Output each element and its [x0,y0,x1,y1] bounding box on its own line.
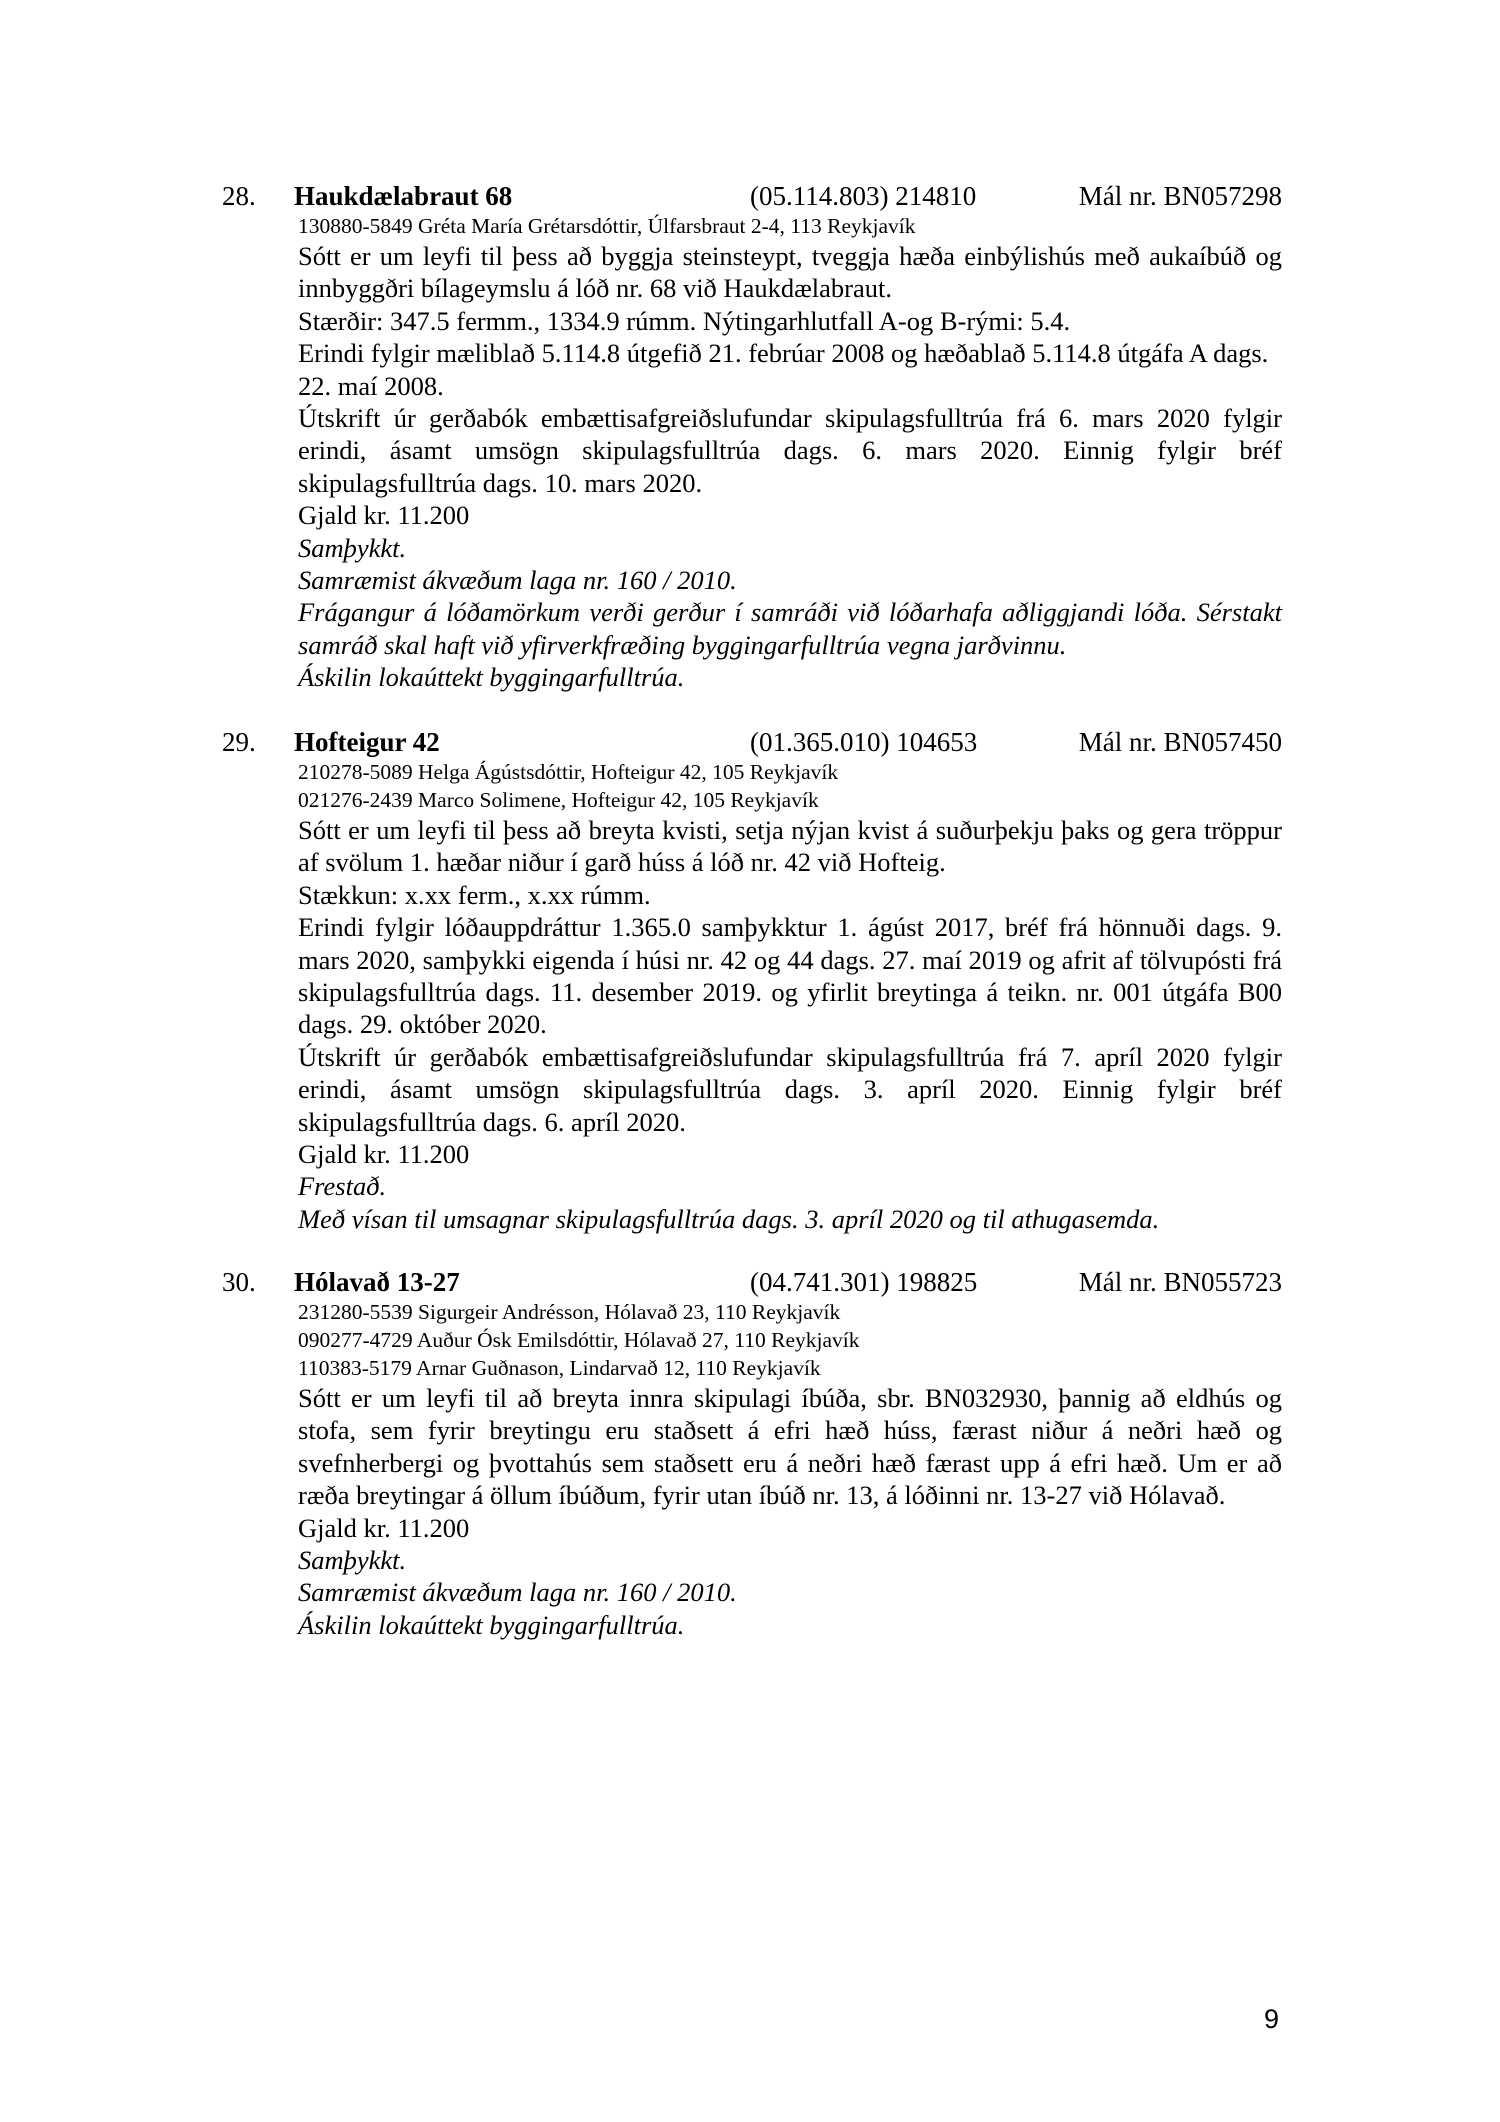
case-header [222,726,1282,758]
final-note: Áskilin lokaúttekt byggingarfulltrúa. [298,1609,685,1640]
case-number-ref: Mál nr. BN057298 [1078,181,1282,211]
meeting-minutes: Útskrift úr gerðabók embættisafgreiðslufundar skipulagsfulltrúa frá 6. mars 2020 fylgir erindi, ásamt umsögn skipulagsfulltrúa dags. 6. mars 2020. Einnig fylgir bréf skipulagsfulltrúa dags. 10. mars 2020. [298,403,1282,498]
final-note: Áskilin lokaúttekt byggingarfulltrúa. [298,662,685,693]
case-30 [222,1266,1282,1641]
description: Sótt er um leyfi til að breyta innra skipulagi íbúða, sbr. BN032930, þannig að eldhús og stofa, sem fyrir breytingu eru staðsett á efri hæð húss, færast niður á neðri hæð og svefnherbergi og þvottahús sem staðsett eru á neðri hæð færast upp á efri hæð. Um er að ræða breytingar á öllum íbúðum, fyrir utan íbúð nr. 13, á lóðinni nr. 13-27 við Hólavað. [298,1383,1282,1511]
applicant: 090277-4729 Auður Ósk Emilsdóttir, Hólavað 27, 110 Reykjavík [298,1328,860,1352]
case-number: 30. [222,1267,256,1297]
description: Sótt er um leyfi til þess að breyta kvisti, setja nýjan kvist á suðurþekju þaks og gera tröppur af svölum 1. hæðar niður í garð húss á lóð nr. 42 við Hofteig. [298,815,1282,878]
applicant: 110383-5179 Arnar Guðnason, Lindarvað 12, 110 Reykjavík [298,1356,821,1380]
fee: Gjald kr. 11.200 [298,1512,470,1543]
applicant: 210278-5089 Helga Ágústsdóttir, Hofteigur 42, 105 Reykjavík [298,760,839,784]
decision-reason: Með vísan til umsagnar skipulagsfulltrúa dags. 3. apríl 2020 og til athugasemda. [298,1203,1160,1234]
fee: Gjald kr. 11.200 [298,1139,470,1170]
decision: Samþykkt. [298,1545,407,1576]
description: Sótt er um leyfi til þess að byggja steinsteypt, tveggja hæða einbýlishús með aukaíbúð og innbyggðri bílageymslu á lóð nr. 68 við Haukdælabraut. [298,241,1282,304]
case-28 [222,180,1282,694]
law-note: Samræmist ákvæðum laga nr. 160 / 2010. [298,1577,737,1608]
case-header [222,1266,1282,1298]
page-number: 9 [1263,2004,1279,2034]
decision: Samþykkt. [298,532,407,563]
case-address: Haukdælabraut 68 [294,181,513,211]
decision: Frestað. [298,1171,387,1202]
meeting-minutes: Útskrift úr gerðabók embættisafgreiðslufundar skipulagsfulltrúa frá 7. apríl 2020 fylgir erindi, ásamt umsögn skipulagsfulltrúa dags. 3. apríl 2020. Einnig fylgir bréf skipulagsfulltrúa dags. 6. apríl 2020. [298,1041,1282,1137]
case-number-ref: Mál nr. BN057450 [1078,727,1282,757]
case-number: 28. [222,181,256,211]
case-body [298,758,1282,1235]
case-lot-id: (05.114.803) 214810 [750,181,977,211]
fee: Gjald kr. 11.200 [298,500,470,531]
case-29 [222,726,1282,1235]
case-address: Hólavað 13-27 [294,1267,460,1297]
attachments: Erindi fylgir mæliblað 5.114.8 útgefið 21. febrúar 2008 og hæðablað 5.114.8 útgáfa A dags. 22. maí 2008. [298,338,1269,401]
case-address: Hofteigur 42 [294,727,440,757]
law-note: Samræmist ákvæðum laga nr. 160 / 2010. [298,565,737,596]
case-number: 29. [222,727,256,757]
case-header [222,180,1282,212]
sizes: Stækkun: x.xx ferm., x.xx rúmm. [298,879,651,910]
attachments: Erindi fylgir lóðauppdráttur 1.365.0 samþykktur 1. ágúst 2017, bréf frá hönnuði dags. 9. mars 2020, samþykki eigenda í húsi nr. 42 og 44 dags. 27. maí 2019 og afrit af tölvupósti frá skipulagsfulltrúa dags. 11. desember 2019. og yfirlit breytinga á teikn. nr. 001 útgáfa B00 dags. 29. október 2020. [298,912,1282,1040]
applicant: 130880-5849 Gréta María Grétarsdóttir, Úlfarsbraut 2-4, 113 Reykjavík [298,214,916,238]
applicant: 021276-2439 Marco Solimene, Hofteigur 42, 105 Reykjavík [298,788,819,812]
case-lot-id: (01.365.010) 104653 [750,727,978,757]
case-body [298,212,1282,694]
case-lot-id: (04.741.301) 198825 [750,1267,978,1297]
conditions: Frágangur á lóðamörkum verði gerður í samráði við lóðarhafa aðliggjandi lóða. Sérstakt samráð skal haft við yfirverkfræðing byggingarfulltrúa vegna jarðvinnu. [298,597,1282,660]
sizes: Stærðir: 347.5 fermm., 1334.9 rúmm. Nýtingarhlutfall A-og B-rými: 5.4. [298,305,1071,336]
case-body [298,1298,1282,1641]
applicant: 231280-5539 Sigurgeir Andrésson, Hólavað 23, 110 Reykjavík [298,1300,841,1324]
case-number-ref: Mál nr. BN055723 [1078,1267,1282,1297]
